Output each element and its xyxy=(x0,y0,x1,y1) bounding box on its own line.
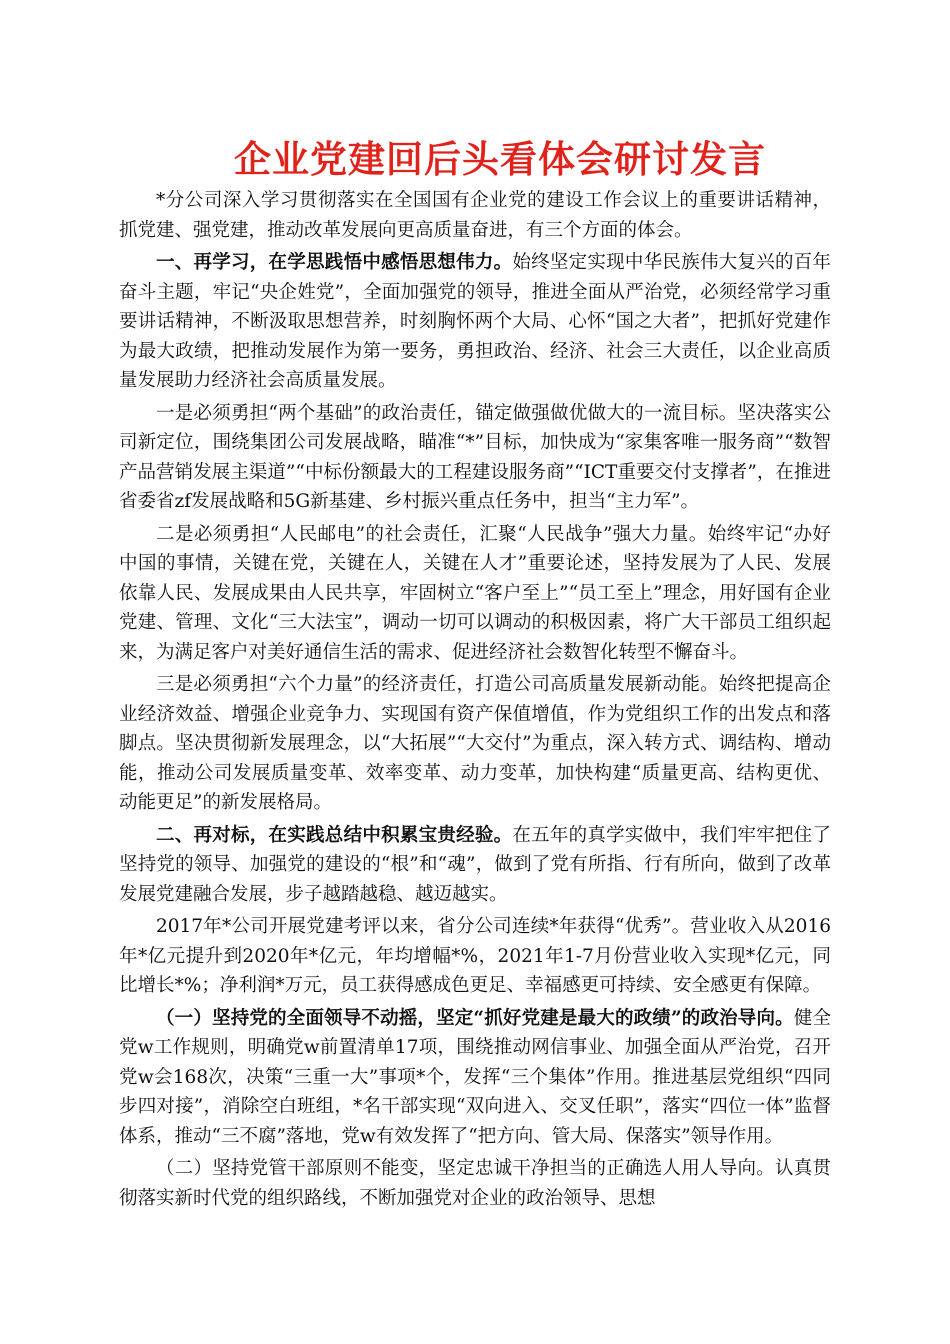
paragraph-intro xyxy=(119,186,831,245)
paragraph-section-2 xyxy=(119,821,831,910)
document-body xyxy=(119,186,831,1216)
document-title: 企业党建回后头看体会研讨发言 xyxy=(234,137,766,181)
paragraph-text: 三是必须勇担“六个力量”的经济责任，打造公司高质量发展新动能。始终把提高企业经济效益、增强企业竞争力、实现国有资产保值增值，作为党组织工作的出发点和落脚点。坚决贯彻新发展理念，以“大拓展”“大交付”为重点，深入转方式、调结构、增动能，推动公司发展质量变革、效率变革、动力变革，加快构建“质量更高、结构更优、动能更足”的新发展格局。 xyxy=(119,674,831,813)
paragraph-text: （二）坚持党管干部原则不能变，坚定忠诚干净担当的正确选人用人导向。认真贯彻落实新时代党的组织路线，不断加强党对企业的政治领导、思想 xyxy=(119,1158,831,1209)
paragraph-text: *分公司深入学习贯彻落实在全国国有企业党的建设工作会议上的重要讲话精神，抓党建、强党建，推动改革发展向更高质量奋进，有三个方面的体会。 xyxy=(119,190,831,241)
paragraph-point-1 xyxy=(119,399,831,517)
paragraph-text: 2017年*公司开展党建考评以来，省分公司连续*年获得“优秀”。营业收入从2016年*亿元提升到2020年*亿元，年均增幅*%，2021年1-7月份营业收入实现*亿元，同比增长*%；净利润*万元，员工获得感成色更足、幸福感更可持续、安全感更有保障。 xyxy=(119,916,831,996)
subsection-heading: （一）坚持党的全面领导不动摇，坚定“抓好党建是最大的政绩”的政治导向。 xyxy=(156,1007,794,1029)
paragraph-section-1 xyxy=(119,248,831,396)
paragraph-text: 在五年的真学实做中，我们牢牢把住了坚持党的领导、加强党的建设的“根”和“魂”，做到了党有所指、行有所向，做到了改革发展党建融合发展，步子越踏越稳、越迈越实。 xyxy=(119,824,831,905)
paragraph-text: 健全党w工作规则，明确党w前置清单17项，围绕推动网信事业、加强全面从严治党，召开党w会168次，决策“三重一大”事项*个，发挥“三个集体”作用。推进基层党组织“四同步四对接”，消除空白班组，*名干部实现“双向进入、交叉任职”，落实“四位一体”监督体系，推动“三不腐”落地，党w有效发挥了“把方向、管大局、保落实”领导作用。 xyxy=(119,1007,831,1147)
paragraph-subsection-1 xyxy=(119,1004,831,1152)
paragraph-text: 一是必须勇担“两个基础”的政治责任，锚定做强做优做大的一流目标。坚决落实公司新定位，围绕集团公司发展战略，瞄准“*”目标，加快成为“家集客唯一服务商”“数智产品营销发展主渠道”“中标份额最大的工程建设服务商”“ICT重要交付支撑者”，在推进省委省zf发展战略和5G新基建、乡村振兴重点任务中，担当“主力军”。 xyxy=(119,402,831,512)
paragraph-point-3 xyxy=(119,670,831,818)
section-heading: 一、再学习，在学思践悟中感悟思想伟力。 xyxy=(156,252,513,273)
paragraph-subsection-2 xyxy=(119,1154,831,1213)
paragraph-results xyxy=(119,912,831,1001)
paragraph-text: 二是必须勇担“人民邮电”的社会责任，汇聚“人民战争”强大力量。始终牢记“办好中国的事情，关键在党，关键在人，关键在人才”重要论述，坚持发展为了人民、发展依靠人民、发展成果由人民共享，牢固树立“客户至上”“员工至上”理念，用好国有企业党建、管理、文化“三大法宝”，调动一切可以调动的积极因素，将广大干部员工组织起来，为满足客户对美好通信生活的需求、促进经济社会数智化转型不懈奋斗。 xyxy=(119,523,831,663)
paragraph-point-2 xyxy=(119,520,831,668)
paragraph-text: 始终坚定实现中华民族伟大复兴的百年奋斗主题，牢记“央企姓党”，全面加强党的领导，推进全面从严治党，必须经常学习重要讲话精神，不断汲取思想营养，时刻胸怀两个大局、心怀“国之大者”，把抓好党建作为最大政绩，把推动发展作为第一要务，勇担政治、经济、社会三大责任，以企业高质量发展助力经济社会高质量发展。 xyxy=(119,252,831,391)
section-heading: 二、再对标，在实践总结中积累宝贵经验。 xyxy=(156,824,513,846)
